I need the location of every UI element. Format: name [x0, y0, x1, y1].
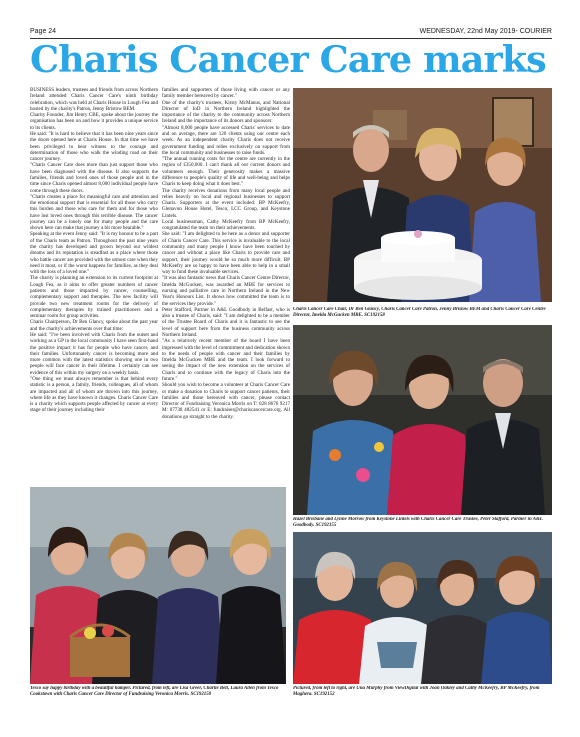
- paragraph: Speaking at the event Jenny said: "It is my honour to be a part of the Charis team as Patron. Throughout the past nine years the charity has developed and grown beyond our wildest dreams and its reputation is steadfast as a place where those who battle cancer are provided with the utmost care when they need it most, or if the worst happens for families, as they deal with the loss of a loved one.": [30, 231, 158, 276]
- article-headline: Charis Cancer Care marks: [30, 38, 546, 81]
- photo-caption: Tesco say happy birthday with a beautiful hamper. Pictured, from left, are Lisa Greer, Charlie Bell, Laura Allen from Tesco Cookstown with Charis Cancer Care Director of Fundraising Veronica Morris. SC192150: [30, 686, 279, 698]
- article-column-2: [162, 87, 290, 484]
- three-people-portrait-icon: [293, 325, 552, 515]
- paragraph: Should you wish to become a volunteer at Charis Cancer Care or make a donation to Charis to support cancer patients, their families and those bereaved with cancer, please contact Director of Fundraising Veronica Morris on T: 028 8676 9217 M: 07738 482541 or E: fundraiser@chariscancercare.org. All donations go straight to the charity.: [162, 382, 290, 420]
- paragraph: Local businessman, Cathy McKeefry from BP McKeefry, congratulated the team on their achievements.: [162, 218, 290, 232]
- paragraph: "Charis Cancer Care does more than just support those who have been diagnosed with the disease. It also supports the families, friends and loved ones of those people and in the time since Charis opened almost 8,000 individual people have come through these doors.: [30, 162, 158, 194]
- paragraph: He said: "I've been involved with Charis from the outset and working as a GP in the local community I have seen first-hand the positive impact it has for people who have cancer, and their families. Unfortunately cancer is becoming more and more common with the latest statistics showing one in two people will face cancer in their lifetime. I certainly can see evidence of this within my surgery on a weekly basis.: [30, 331, 158, 376]
- photo-caption: Hazel Brisbane and Lynne Morrow from Keystone Lintels with Charis Cancer Care Trustee, Peter Stafford, Partner in A&L Goodbody. SC192155: [293, 517, 543, 529]
- paragraph: The charity receives donations from many local people and relies heavily on local and regional businesses to support Charis. Supporters at the event included: BP McKeefry, Glenavon House Hotel, Tesco, LCC Group, and Keystone Lintels.: [162, 187, 290, 219]
- paragraph: Charis Chairperson, Dr Ben Glancy, spoke about the past year and the charity's achievements over that time:: [30, 319, 158, 332]
- paragraph: families and supporters of those living with cancer or any family member bereaved by cancer.": [162, 87, 290, 100]
- photo-caption: Charis Cancer Care Chair, Dr Ben Glancy, Charis Cancer Care Patron, Jenny Bristow BEM and Charis Cancer Care Centre Director, Imelda McGucken MBE. SC192158: [293, 307, 546, 319]
- article-column-1: [30, 87, 158, 485]
- four-women-portrait-icon: [30, 487, 286, 684]
- four-women-portrait-icon: [293, 532, 552, 684]
- paragraph: Peter Stafford, Partner in A&L Goodbody in Belfast, who is also a trustee of Charis, said: "I am delighted to be a member of the Trustee Board of Charis and it is fantastic to see the level of support here from the business community across Northern Ireland.: [162, 306, 290, 338]
- page-header: [30, 28, 552, 38]
- paragraph: "Almost 8,000 people have accessed Charis' services to date and on average, there are 120 clients using our centre each week. As an independent charity Charis does not receive government funding and relies exclusively on support from the local community and businesses to raise funds.: [162, 124, 290, 156]
- paragraph: "As a relatively recent member of the board I have been impressed with the level of commitment and dedication shown to the needs of people with cancer and their families by Imelda McGucken MBE and the team. I look forward to seeing the impact of the new extension on the services of Charis and to continue with the legacy of Charis into the future.": [162, 338, 290, 382]
- photo-caption: Pictured, from left to right, are Una Murphy from ViewDigital with Joan Oakley and Cathy McKeefry, BP McKeefry, from Maghera. SC192152: [293, 686, 540, 698]
- photo-four-women: [293, 532, 552, 684]
- group-portrait-with-cake-icon: [293, 88, 552, 302]
- issue-date: WEDNESDAY, 22nd May 2019- COURIER: [419, 28, 552, 35]
- paragraph: "The annual running costs for the centre are currently in the region of £350,000. I can't thank all our current donors and volunteers enough. Their generosity makes a massive difference to people's quality of life and well-being and helps Charis to keep doing what it does best.": [162, 156, 290, 188]
- paragraph: He said: "It is hard to believe that it has been nine years since the doors opened here at Charis House. In that time we have been privileged to bear witness to the courage and determination of those who walk the winding road on their cancer journey.: [30, 130, 158, 163]
- photo-group-with-cake: [293, 88, 552, 302]
- paragraph: One of the charity's trustees, Kirsty McManus, and National Director of IoD in Northern Ireland highlighted the importance of the charity to the community across Northern Ireland and the importance of its donors and sponsors:: [162, 99, 290, 125]
- paragraph: The charity is planning an extension to its current footprint at Lough Fea, as it aims to offer greater numbers of cancer patients and those impacted by cancer, counselling, complementary support and therapies. The new facility will provide two new treatment rooms for the delivery of complementary therapies by trained practitioners and a seminar room for group activities.: [30, 275, 158, 320]
- paragraph: "It was also fantastic news that Charis Cancer Centre Director, Imelda McGucken, was awarded an MBE for services to nursing and palliative care in Northern Ireland in the New Year's Honours List. It shows how committed the team is to the services they provide.": [162, 275, 290, 307]
- paragraph: Charity Founder, Jim Henry CBE, spoke about the journey the organisation has been on and how it provides a unique service to its clients.: [30, 112, 158, 131]
- photo-three-people: [293, 325, 552, 515]
- photo-tesco-group: [30, 487, 286, 684]
- page-number: Page 24: [30, 28, 57, 35]
- paragraph: She said: "I am delighted to be here as a donor and supporter of Charis Cancer Care. This service is invaluable to the local community and many people I know have been touched by cancer and without a place like Charis to provide care and support, their journey would be so much more difficult. BP McKeefry are so happy to have been able to help in a small way to fund these invaluable services.: [162, 231, 290, 276]
- paragraph: "Charis creates a place for meaningful care and attention and the emotional support that is essential for all those who carry this burden and those who care for them and for those who have lost loved ones through this terrible disease. The cancer journey can be a lonely one for many people and the care shown here can make that journey a bit more bearable.": [30, 193, 158, 232]
- paragraph: BUSINESS leaders, trustees and friends from across Northern Ireland attended Charis Cancer Care's ninth birthday celebration, which was held at Charis House in Lough Fea and hosted by the charity's Patron, Jenny Bristow BEM.: [30, 87, 158, 112]
- paragraph: "One thing we must always remember is that behind every statistic is a person, a family, friends, colleagues, all of whom are impacted and all of whom are thrown into this journey, where life as they have known it changes. Charis Cancer Care is a charity which supports people affected by cancer at every stage of their journey including their: [30, 375, 158, 414]
